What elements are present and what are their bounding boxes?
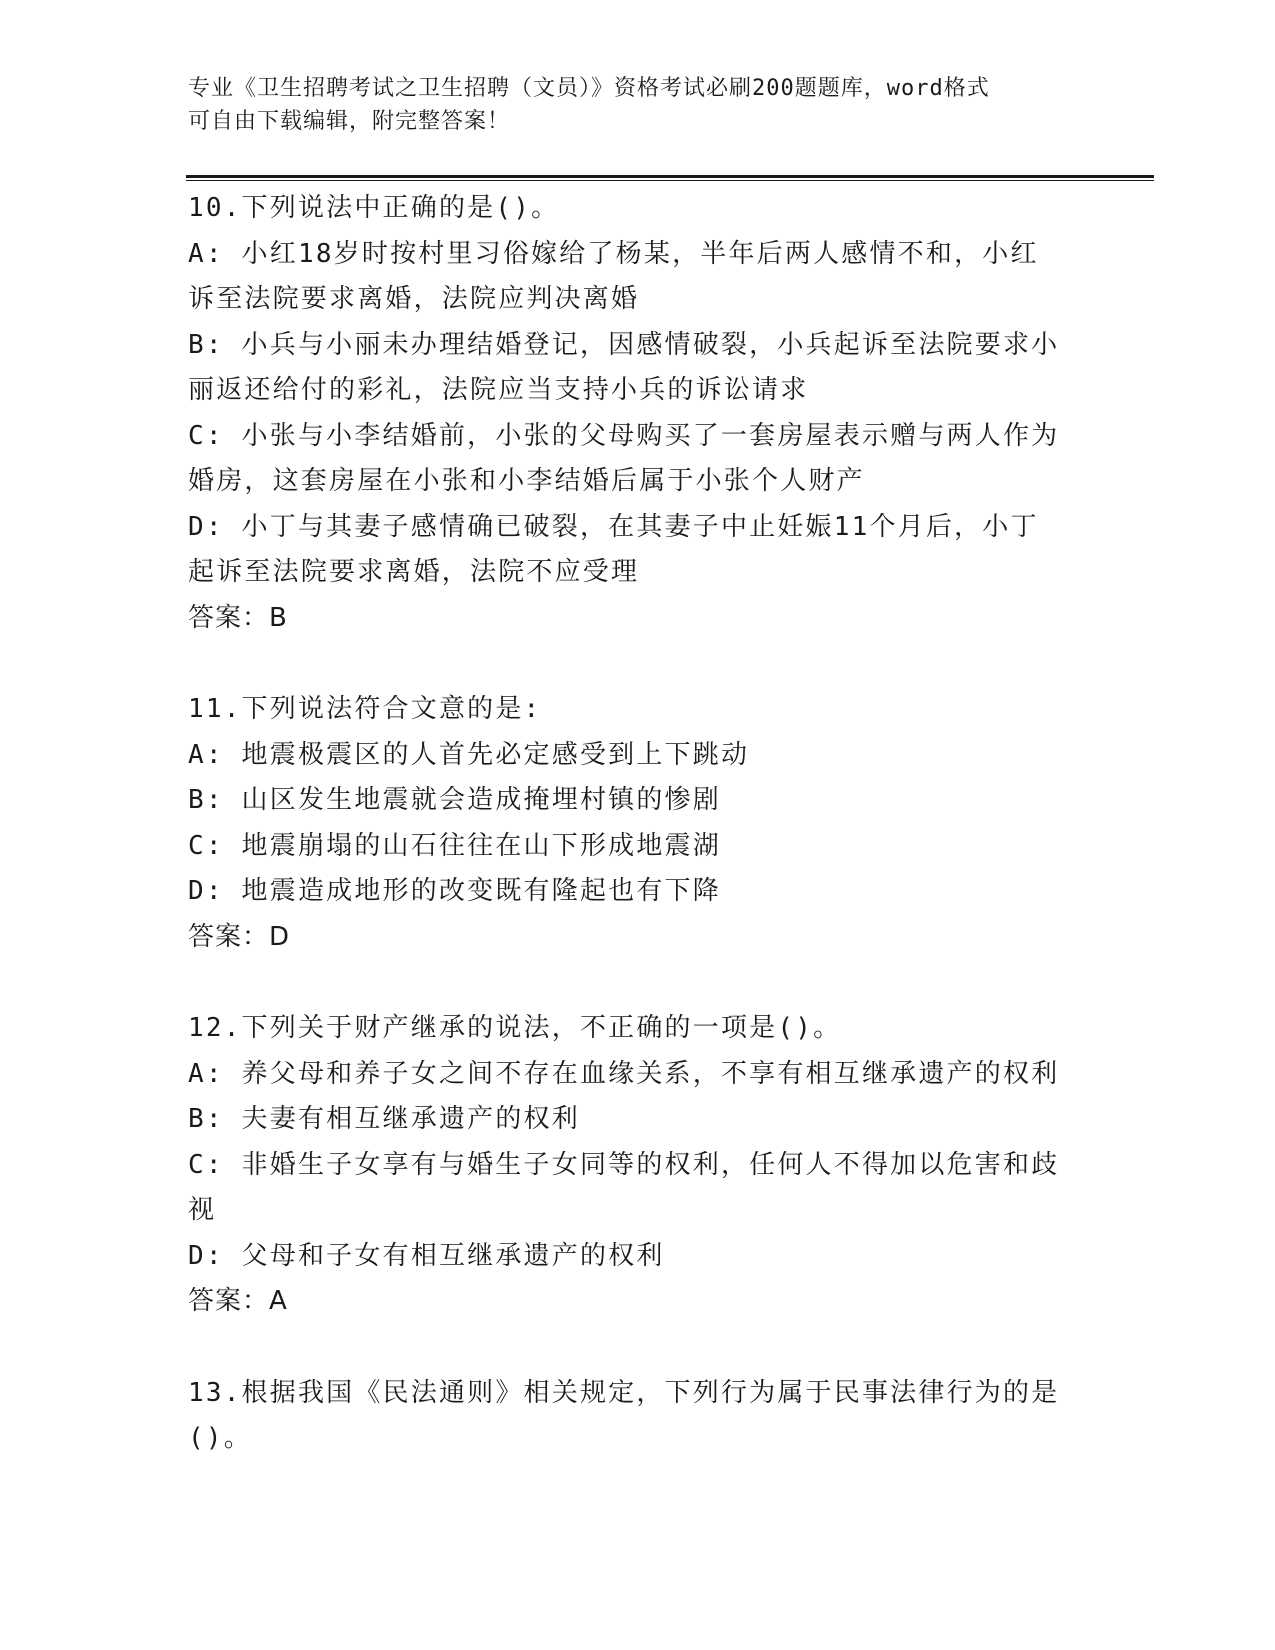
option-line: C: 地震崩塌的山石往往在山下形成地震湖	[188, 830, 721, 861]
option-line: 丽返还给付的彩礼，法院应当支持小兵的诉讼请求	[188, 375, 809, 405]
divider-thick-line	[186, 175, 1154, 178]
option-line: B: 夫妻有相互继承遗产的权利	[188, 1104, 580, 1134]
question-stem: 10.下列说法中正确的是()。	[188, 193, 560, 223]
question-stem: ()。	[188, 1423, 252, 1453]
header-divider	[186, 175, 1154, 181]
option-line: 起诉至法院要求离婚，法院不应受理	[188, 557, 640, 587]
option-line: D: 父母和子女有相互继承遗产的权利	[188, 1240, 665, 1271]
question-stem: 11.下列说法符合文意的是:	[188, 694, 542, 724]
option-line: A: 小红18岁时按村里习俗嫁给了杨某，半年后两人感情不和，小红	[188, 238, 1039, 269]
question-11	[188, 687, 1088, 960]
answer-label: 答案：B	[188, 602, 288, 633]
question-13	[188, 1371, 1088, 1462]
header-line: 可自由下载编辑，附完整答案！	[188, 109, 511, 134]
option-line: D: 地震造成地形的改变既有隆起也有下降	[188, 876, 721, 906]
header-line: 专业《卫生招聘考试之卫生招聘（文员）》资格考试必刷200题题库，word格式	[188, 76, 990, 101]
document-header	[188, 72, 1068, 138]
option-line: B: 山区发生地震就会造成掩埋村镇的惨剧	[188, 785, 721, 815]
option-line: B: 小兵与小丽未办理结婚登记，因感情破裂，小兵起诉至法院要求小	[188, 329, 1060, 360]
question-list	[188, 186, 1088, 1462]
option-line: 视	[188, 1195, 217, 1225]
answer-label: 答案：D	[188, 921, 291, 952]
option-line: C: 小张与小李结婚前，小张的父母购买了一套房屋表示赠与两人作为	[188, 420, 1060, 451]
option-line: A: 养父母和养子女之间不存在血缘关系，不享有相互继承遗产的权利	[188, 1058, 1060, 1089]
option-line: C: 非婚生子女享有与婚生子女同等的权利，任何人不得加以危害和歧	[188, 1149, 1060, 1180]
option-line: 婚房，这套房屋在小张和小李结婚后属于小张个人财产	[188, 466, 865, 496]
question-stem: 12.下列关于财产继承的说法，不正确的一项是()。	[188, 1013, 842, 1043]
option-line: A: 地震极震区的人首先必定感受到上下跳动	[188, 739, 750, 770]
option-line: D: 小丁与其妻子感情确已破裂，在其妻子中止妊娠11个月后，小丁	[188, 511, 1039, 542]
question-12	[188, 1006, 1088, 1325]
option-line: 诉至法院要求离婚，法院应判决离婚	[188, 284, 640, 314]
question-stem: 13.根据我国《民法通则》相关规定，下列行为属于民事法律行为的是	[188, 1377, 1060, 1408]
divider-thin-line	[186, 180, 1154, 181]
answer-label: 答案：A	[188, 1286, 288, 1316]
question-10	[188, 186, 1088, 641]
